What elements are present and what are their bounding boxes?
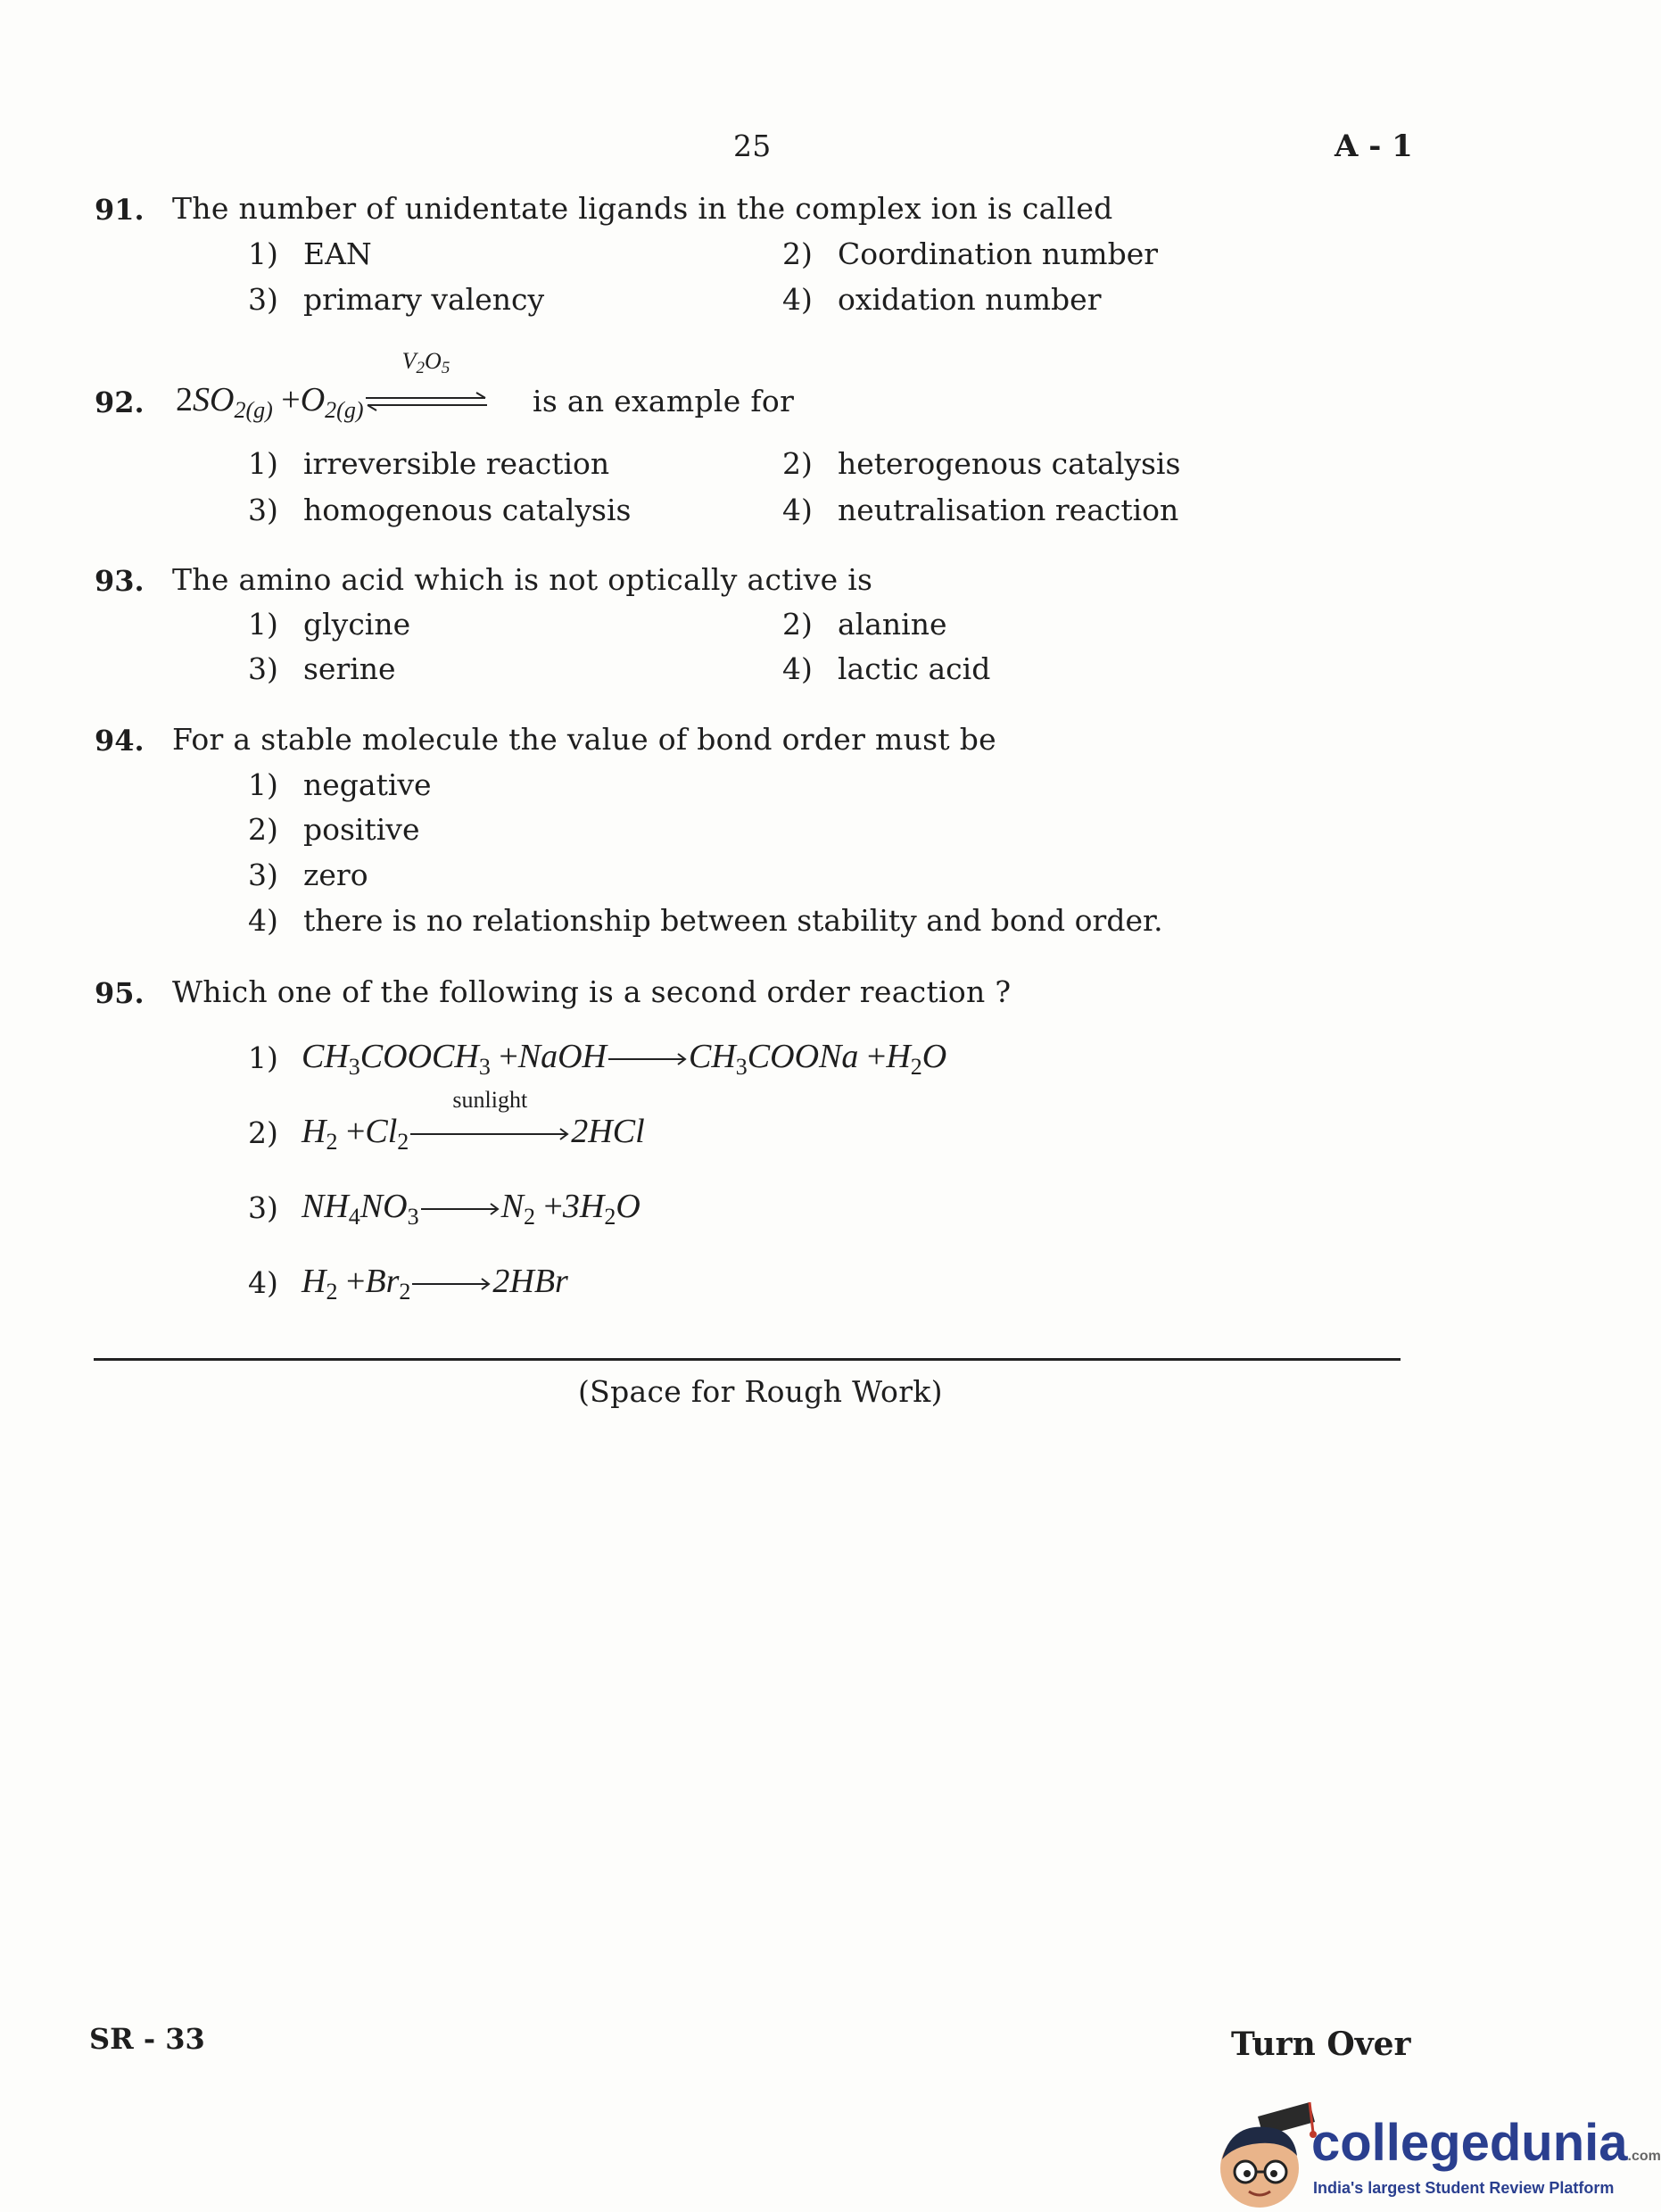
question-text: For a stable molecule the value of bond order must be xyxy=(172,722,996,757)
option: 2) Coordination number xyxy=(782,236,1159,271)
brand-tagline: India's largest Student Review Platform xyxy=(1313,2179,1615,2197)
option-number: 3) xyxy=(248,1190,278,1225)
question-number: 92. xyxy=(95,385,145,419)
reaction-equation: $H_2 +Cl_2$ sunlight 2HCl xyxy=(302,1087,645,1155)
option: 1) EAN xyxy=(248,236,372,271)
brand-name: collegedunia.com xyxy=(1311,2114,1661,2172)
equilibrium-arrow xyxy=(364,348,489,425)
question-text: is an example for xyxy=(533,384,795,418)
reaction-arrow xyxy=(409,1087,571,1147)
reaction-equation: $H_2 +Br_2$ 2HBr xyxy=(302,1263,568,1305)
option: 3) serine xyxy=(248,651,396,686)
option: 4) there is no relationship between stability and bond order. xyxy=(248,903,1163,938)
reaction-arrow xyxy=(419,1196,501,1222)
question-number: 94. xyxy=(95,724,145,758)
reaction-equation: $NH_4NO_3$ $N_2 +3H_2O$ xyxy=(302,1188,640,1230)
option-number: 4) xyxy=(248,1265,278,1300)
option: 3) homogenous catalysis xyxy=(248,493,632,527)
option: 3) primary valency xyxy=(248,282,545,317)
question-number: 91. xyxy=(95,193,145,227)
reaction-equation: $CH_3COOCH_3$ +NaOH $CH_3COONa +H_2O$ xyxy=(302,1038,947,1080)
option: 4) neutralisation reaction xyxy=(782,493,1179,527)
question-text: The amino acid which is not optically active is xyxy=(172,562,873,597)
booklet-code: A - 1 xyxy=(1335,128,1413,164)
reaction-arrow xyxy=(410,1271,492,1297)
divider-rule xyxy=(94,1358,1401,1361)
option: 3) zero xyxy=(248,857,368,892)
option: 2) heterogenous catalysis xyxy=(782,446,1181,481)
option: 4) oxidation number xyxy=(782,282,1102,317)
question-number: 93. xyxy=(95,564,145,598)
option: 1) irreversible reaction xyxy=(248,446,610,481)
rough-work-label: (Space for Rough Work) xyxy=(578,1374,943,1409)
option: 1) negative xyxy=(248,767,432,802)
question-text: The number of unidentate ligands in the complex ion is called xyxy=(172,191,1113,226)
option-number: 2) xyxy=(248,1115,278,1150)
option-number: 1) xyxy=(248,1040,278,1075)
equilibrium-equation: $2SO_{2(g)} +O_{2(g)}$ $V_2O_5$ xyxy=(176,380,489,425)
option: 2) alanine xyxy=(782,607,947,642)
reaction-arrow xyxy=(607,1046,689,1073)
question-number: 95. xyxy=(95,976,145,1010)
catalyst-label: $V_2O_5$ xyxy=(401,348,450,378)
option: 2) positive xyxy=(248,812,420,847)
question-text: Which one of the following is a second order reaction ? xyxy=(172,974,1012,1009)
turn-over-label: Turn Over xyxy=(1231,2026,1411,2063)
page-number: 25 xyxy=(733,128,772,163)
condition-label: sunlight xyxy=(452,1087,528,1114)
option: 1) glycine xyxy=(248,607,411,642)
footer-code: SR - 33 xyxy=(89,2022,205,2056)
option: 4) lactic acid xyxy=(782,651,991,686)
